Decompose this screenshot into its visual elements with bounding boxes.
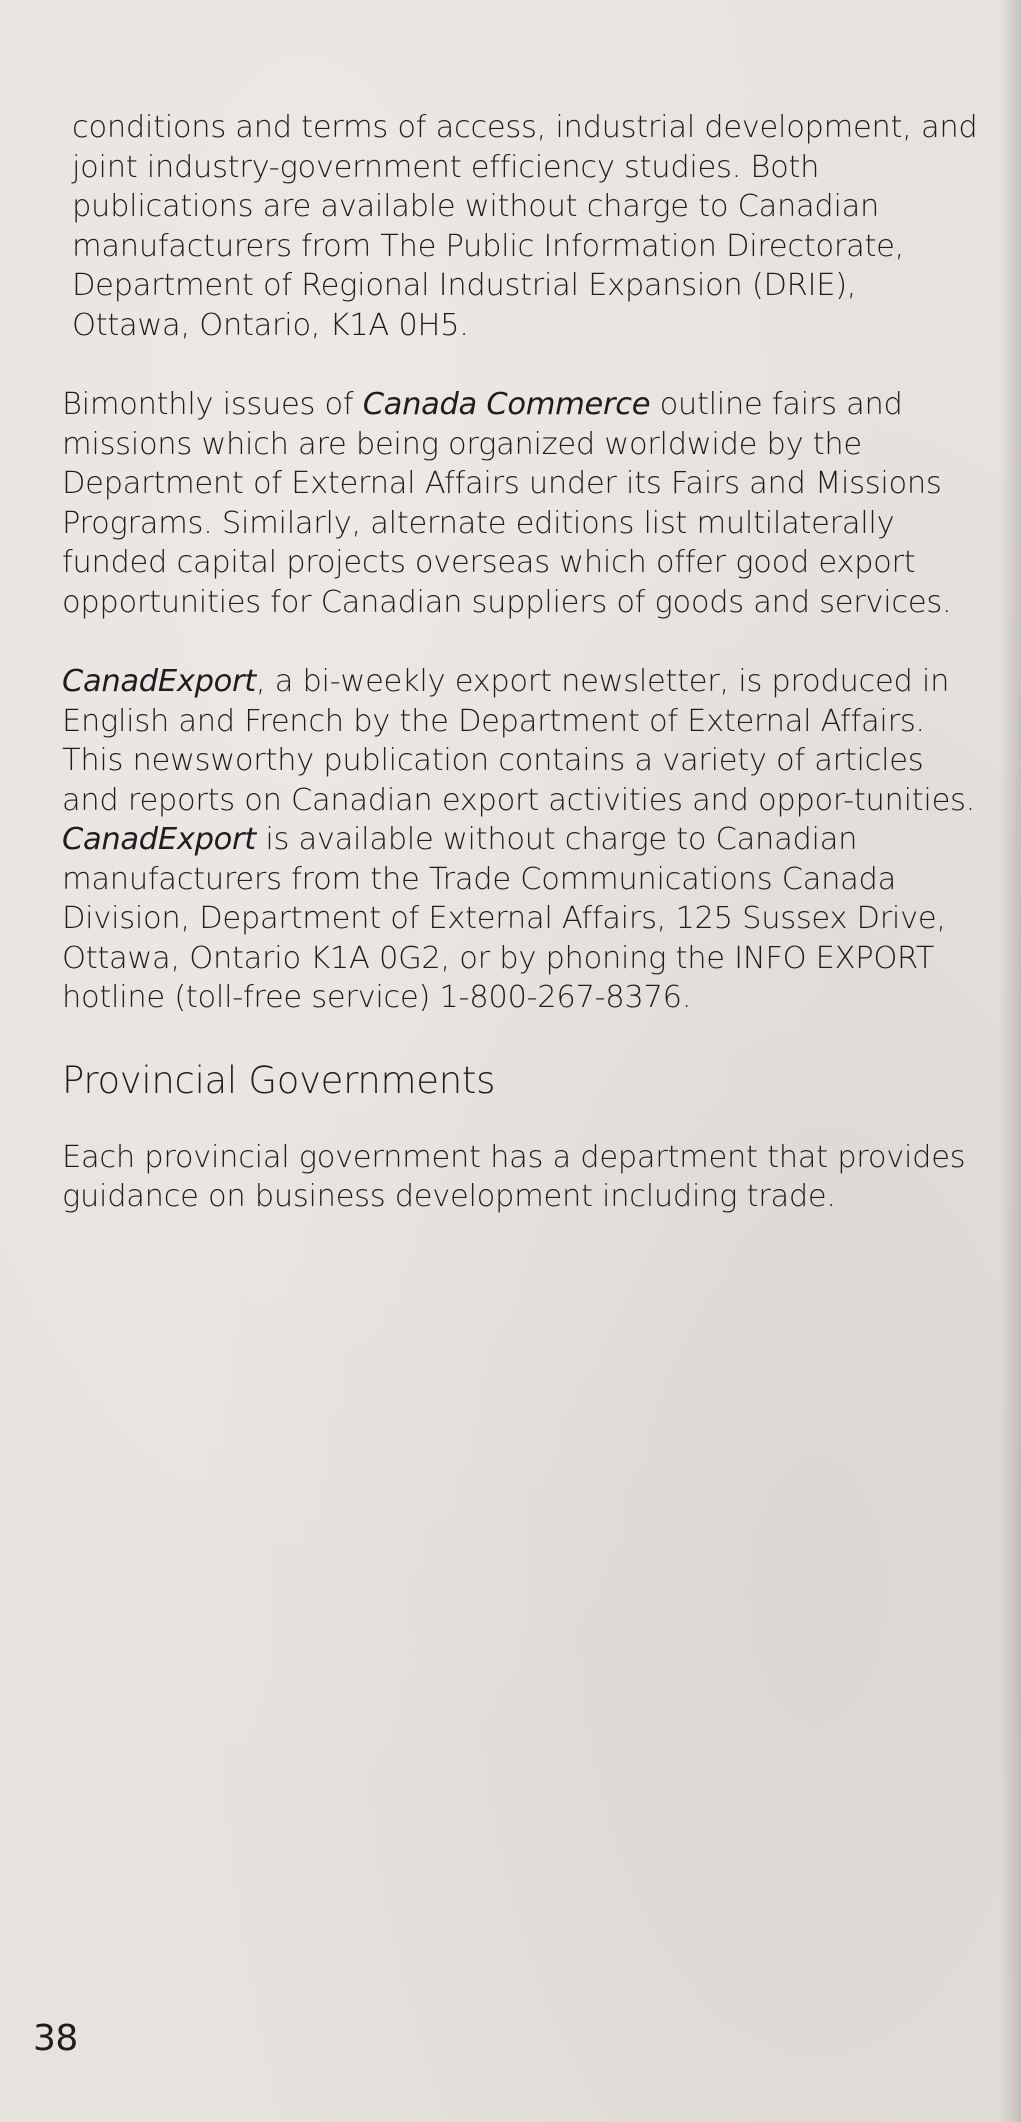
publication-title: CanadExport bbox=[62, 822, 256, 857]
publication-title: Canada Commerce bbox=[362, 387, 651, 422]
paragraph-canada-commerce bbox=[62, 385, 982, 622]
page-number: 38 bbox=[33, 2018, 78, 2059]
publication-title: CanadExport bbox=[62, 664, 256, 699]
paragraph-publications-availability: conditions and terms of access, industrial development, and joint industry-government efficiency studies. Both publications are available without charge to Canadian manufacturers from The Public Information Directorate, Department of Regional Industrial Expansion (DRIE), Ottawa, Ontario, K1A 0H5. bbox=[72, 110, 978, 343]
paragraph-provincial: Each provincial government has a department that provides guidance on business development including trade. bbox=[62, 1139, 966, 1214]
section-heading: Provincial Governments bbox=[62, 1058, 496, 1102]
page-body bbox=[62, 108, 982, 1257]
text-run: is available without charge to Canadian manufacturers from the Trade Communications Canada Division, Department of External Affairs, 125 Sussex Drive, Ottawa, Ontario K1A 0G2, or by phoning the INFO EXPORT hotline (toll-free service) 1-800-267-8376. bbox=[62, 822, 946, 1015]
text-run: , a bi-weekly export newsletter, is produced in English and French by the Department of External Affairs. This newsworthy publication contains a variety of articles and reports on Canadian export activities and oppor-tunities. bbox=[62, 664, 976, 818]
text-run: outline fairs and missions which are being organized worldwide by the Department of External Affairs under its Fairs and Missions Programs. Similarly, alternate editions list multilaterally funded capital projects overseas which offer good export opportunities for Canadian suppliers of goods and services. bbox=[62, 387, 952, 620]
paragraph-canadexport bbox=[62, 662, 982, 1018]
text-run: Bimonthly issues of bbox=[62, 387, 363, 422]
page-edge-shadow bbox=[999, 0, 1021, 2122]
